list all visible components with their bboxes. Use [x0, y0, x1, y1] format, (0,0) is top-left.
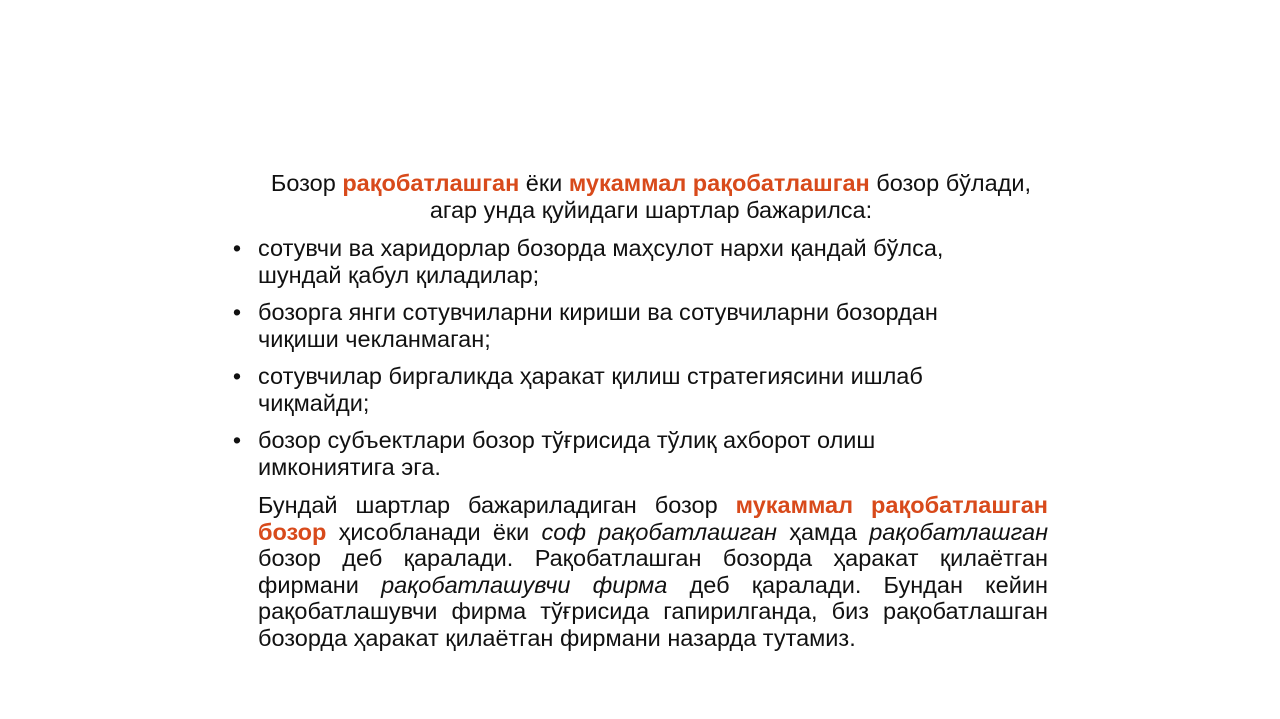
list-item-line: шундай қабул қиладилар;: [258, 262, 540, 288]
conclusion-text: Бундай шартлар бажариладиган бозор: [258, 492, 736, 518]
list-item-line: бозор субъектлари бозор тўғрисида тўлиқ ахборот олиш: [258, 427, 876, 453]
conclusion-em-competing-firm: рақобатлашувчи фирма: [381, 571, 668, 598]
conclusion-paragraph: [258, 492, 1048, 651]
intro-text: бозор бўлади,: [869, 170, 1032, 196]
conclusion-em-competitive: рақобатлашган: [869, 518, 1048, 545]
conclusion-text: бозор деб қаралади. Рақобатлашган бозорда ҳаракат қилаётган фирмани: [258, 545, 1048, 598]
bullet-icon: •: [232, 299, 242, 325]
conclusion-term-perfect-market: мукаммал рақобатлашган бозор: [258, 492, 1048, 545]
list-item: [230, 363, 1030, 417]
intro-term-perfect-competitive: мукаммал рақобатлашган: [568, 170, 870, 196]
list-item: [230, 299, 1030, 353]
list-item-line: чиқиши чекланмаган;: [258, 326, 491, 352]
list-item: [230, 427, 1030, 481]
intro-paragraph: [230, 170, 1072, 224]
conclusion-em-pure-competitive: соф рақобатлашган: [541, 518, 777, 545]
conclusion-text: ҳисобланади ёки: [326, 518, 542, 545]
conclusion-text: деб қаралади. Бундан кейин рақобатлашувчи фирма тўғрисида гапирилганда, биз рақобатлашган бозорда ҳаракат қилаётган фирмани назарда тутамиз.: [258, 571, 1048, 651]
bullet-icon: •: [232, 235, 242, 261]
conditions-list: [230, 235, 1030, 491]
list-item-line: сотувчилар биргаликда ҳаракат қилиш стратегиясини ишлаб: [258, 363, 923, 389]
list-item-line: сотувчи ва харидорлар бозорда маҳсулот нархи қандай бўлса,: [258, 235, 944, 261]
intro-text: Бозор: [270, 170, 343, 196]
list-item-line: бозорга янги сотувчиларни кириши ва сотувчиларни бозордан: [258, 299, 938, 325]
conclusion-text: ҳамда: [777, 518, 870, 545]
bullet-icon: •: [232, 427, 242, 453]
intro-line-2: агар унда қуйидаги шартлар бажарилса:: [429, 197, 873, 223]
intro-line-1: [230, 170, 1072, 197]
list-item-line: чиқмайди;: [258, 390, 370, 416]
intro-text: ёки: [519, 170, 569, 196]
list-item: [230, 235, 1030, 289]
intro-term-competitive: рақобатлашган: [342, 170, 520, 196]
list-item-line: имкониятига эга.: [258, 454, 441, 480]
bullet-icon: •: [232, 363, 242, 389]
